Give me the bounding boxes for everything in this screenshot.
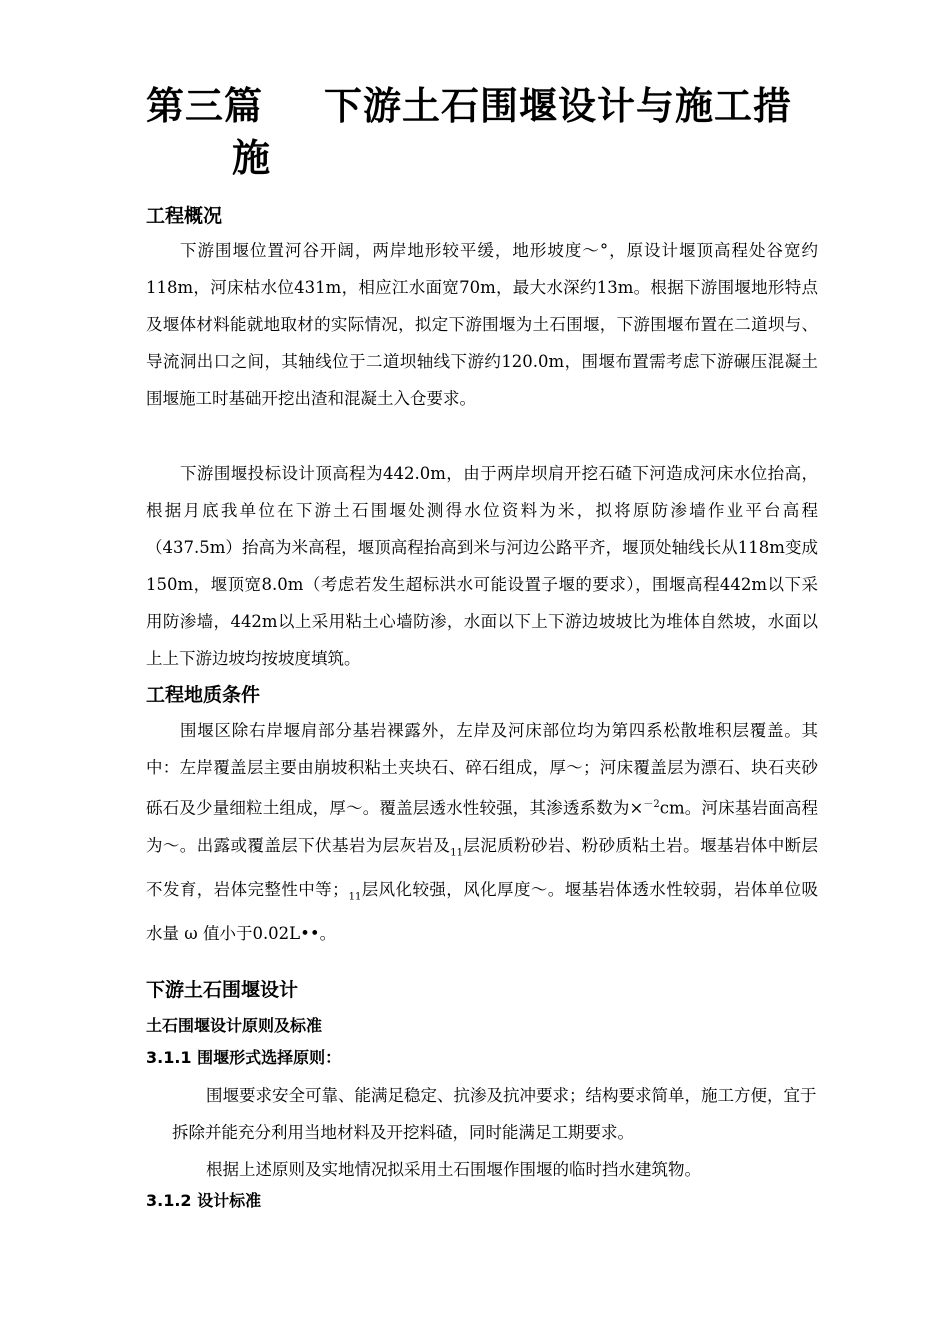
geology-exponent: －2 — [643, 799, 660, 810]
cofferdam-form-text-2: 根据上述原则及实地情况拟采用土石围堰作围堰的临时挡水建筑物。 — [206, 1160, 701, 1179]
geology-subscript-1: 11 — [450, 846, 464, 858]
geology-text-c: 层泥质粉砂岩、粉砂质粘土岩。堰基岩体中断层不发育，岩体完整性中等； — [146, 835, 819, 899]
cofferdam-form-text-1: 围堰要求安全可靠、能满足稳定、抗渗及抗冲要求；结构要求简单，施工方便，宜于拆除并能充分利用当地材料及开挖料碴，同时能满足工期要求。 — [172, 1086, 817, 1142]
geology-text-a: 围堰区除右岸堰肩部分基岩裸露外，左岸及河床部位均为第四系松散堆积层覆盖。其中：左岸覆盖层主要由崩坡积粘土夹块石、碎石组成，厚～；河床覆盖层为漂石、块石夹砂砾石及少量细粒土组成，厚～。覆盖层透水性较强，其渗透系数为× — [146, 721, 818, 818]
title-number: 第三篇 — [146, 84, 264, 128]
geology-text-d: 层风化较强，风化厚度～。堰基岩体透水性较弱，岩体单位吸水量 ω 值小于0.02L••。 — [146, 879, 819, 944]
geology-paragraph — [146, 712, 818, 952]
heading-design-standard: 3.1.2 设计标准 — [146, 1191, 262, 1210]
title-row-1 — [146, 80, 826, 132]
geology-subscript-2: 11 — [348, 891, 362, 903]
cofferdam-form-paragraph-1 — [172, 1077, 822, 1151]
title-row-2 — [146, 132, 826, 184]
heading-overview: 工程概况 — [146, 205, 223, 227]
overview-paragraph-2: 下游围堰投标设计顶高程为442.0m，由于两岸坝肩开挖石碴下河造成河床水位抬高，根据月底我单位在下游土石围堰处测得水位资料为米，拟将原防渗墙作业平台高程（437.5m）抬高为米高程，堰顶高程抬高到米与河边公路平齐，堰顶处轴线长从118m变成150m，堰顶宽8.0m（考虑若发生超标洪水可能设置子堰的要求），围堰高程442m以下采用防渗墙，442m以上采用粘土心墙防渗，水面以下上下游边坡坡比为堆体自然坡，水面以上上下游边坡均按坡度填筑。 — [146, 464, 818, 668]
title-text-line2: 施 — [232, 136, 272, 180]
cofferdam-form-paragraph-2 — [172, 1151, 822, 1188]
geology-text-b: cm。河床基岩面高程为～。出露或覆盖层下伏基岩为层灰岩及 — [146, 798, 819, 855]
heading-design-principles: 土石围堰设计原则及标准 — [146, 1016, 323, 1035]
overview-paragraph-1: 下游围堰位置河谷开阔，两岸地形较平缓，地形坡度～°，原设计堰顶高程处谷宽约118m，河床枯水位431m，相应江水面宽70m，最大水深约13m。根据下游围堰地形特点及堰体材料能就地取材的实际情况，拟定下游围堰为土石围堰，下游围堰布置在二道坝与、导流洞出口之间，其轴线位于二道坝轴线下游约120.0m，围堰布置需考虑下游碾压混凝土围堰施工时基础开挖出渣和混凝土入仓要求。 — [146, 241, 818, 408]
heading-cofferdam-form: 3.1.1 围堰形式选择原则： — [146, 1048, 342, 1067]
heading-design: 下游土石围堰设计 — [146, 979, 299, 1001]
title-text-line1: 下游土石围堰设计与施工措 — [324, 84, 793, 128]
heading-geology: 工程地质条件 — [146, 684, 261, 706]
document-title — [146, 80, 826, 184]
